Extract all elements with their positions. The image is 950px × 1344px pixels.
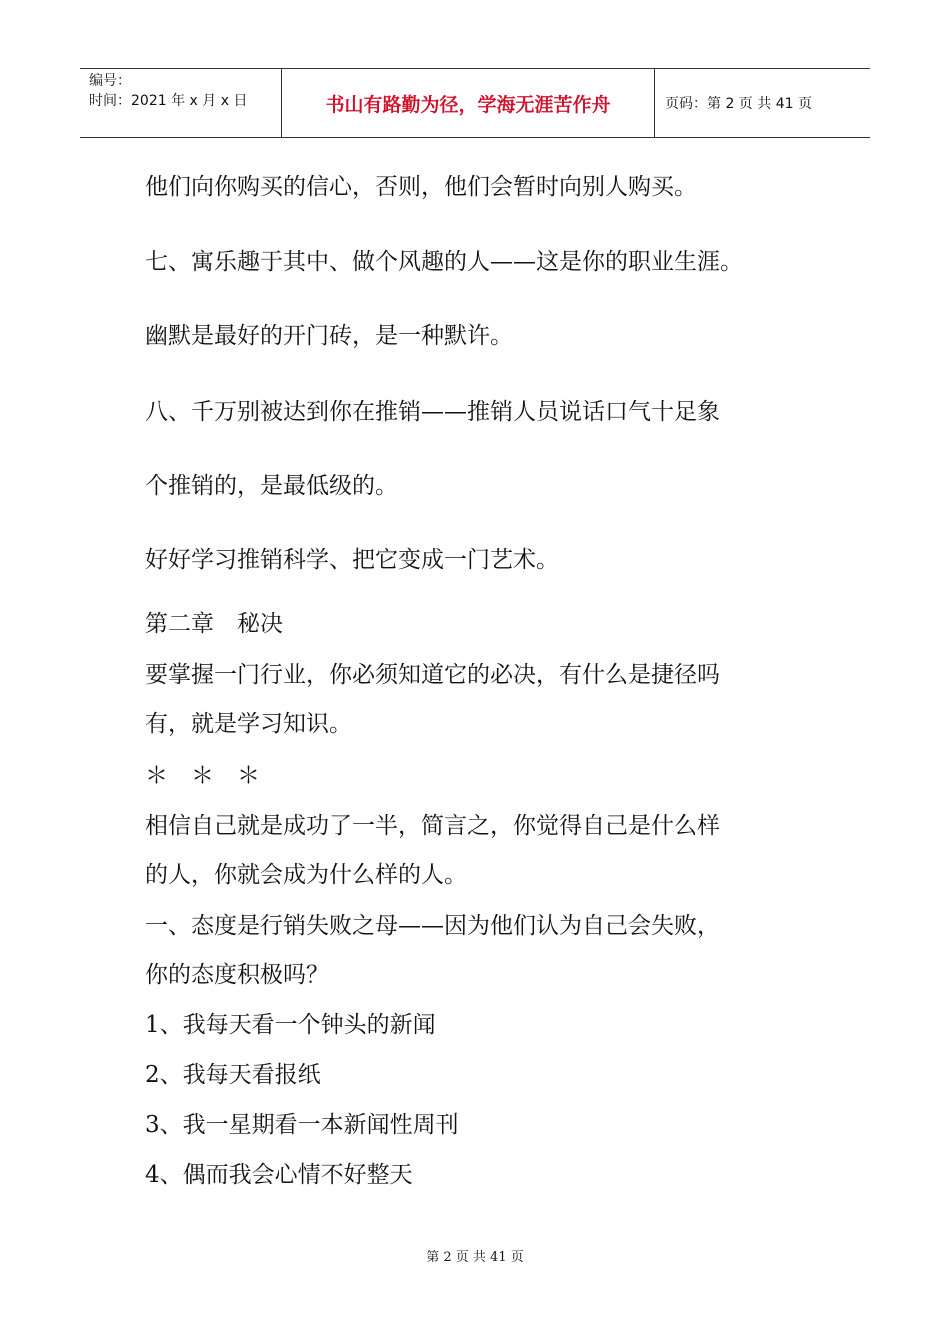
header-motto: 书山有路勤为径，学海无涯苦作舟 — [282, 69, 655, 137]
text-line: 八、千万别被达到你在推销——推销人员说话口气十足象 — [145, 399, 720, 425]
page-footer: 第 2 页 共 41 页 — [426, 1250, 524, 1265]
text-line: 你的态度积极吗？ — [145, 962, 329, 988]
list-item: 1、我每天看一个钟头的新闻 — [145, 1012, 436, 1038]
list-item: 3、我一星期看一本新闻性周刊 — [145, 1112, 459, 1138]
serial-label: 编号： — [89, 73, 131, 89]
text-line: 七、寓乐趣于其中、做个风趣的人——这是你的职业生涯。 — [145, 249, 743, 275]
text-line: 一、态度是行销失败之母——因为他们认为自己会失败， — [145, 913, 720, 939]
text-line: 有，就是学习知识。 — [145, 711, 352, 737]
text-line: 相信自己就是成功了一半，简言之，你觉得自己是什么样 — [145, 813, 720, 839]
text-line: 的人，你就会成为什么样的人。 — [145, 862, 467, 888]
text-line: 要掌握一门行业，你必须知道它的必决，有什么是捷径吗 — [145, 662, 720, 688]
text-line: 幽默是最好的开门砖，是一种默许。 — [145, 323, 513, 349]
header-page-info: 页码：第 2 页 共 41 页 — [665, 96, 812, 112]
chapter-heading: 第二章 秘决 — [145, 611, 283, 637]
list-item: 2、我每天看报纸 — [145, 1062, 321, 1088]
section-separator: ＊ ＊ ＊ — [145, 763, 260, 789]
text-line: 他们向你购买的信心，否则，他们会暂时向别人购买。 — [145, 174, 697, 200]
date-line: 时间：2021 年 x 月 x 日 — [89, 93, 248, 109]
text-line: 个推销的，是最低级的。 — [145, 473, 398, 499]
page-header — [80, 68, 870, 138]
header-meta — [80, 69, 282, 137]
text-line: 好好学习推销科学、把它变成一门艺术。 — [145, 547, 559, 573]
list-item: 4、偶而我会心情不好整天 — [145, 1162, 413, 1188]
